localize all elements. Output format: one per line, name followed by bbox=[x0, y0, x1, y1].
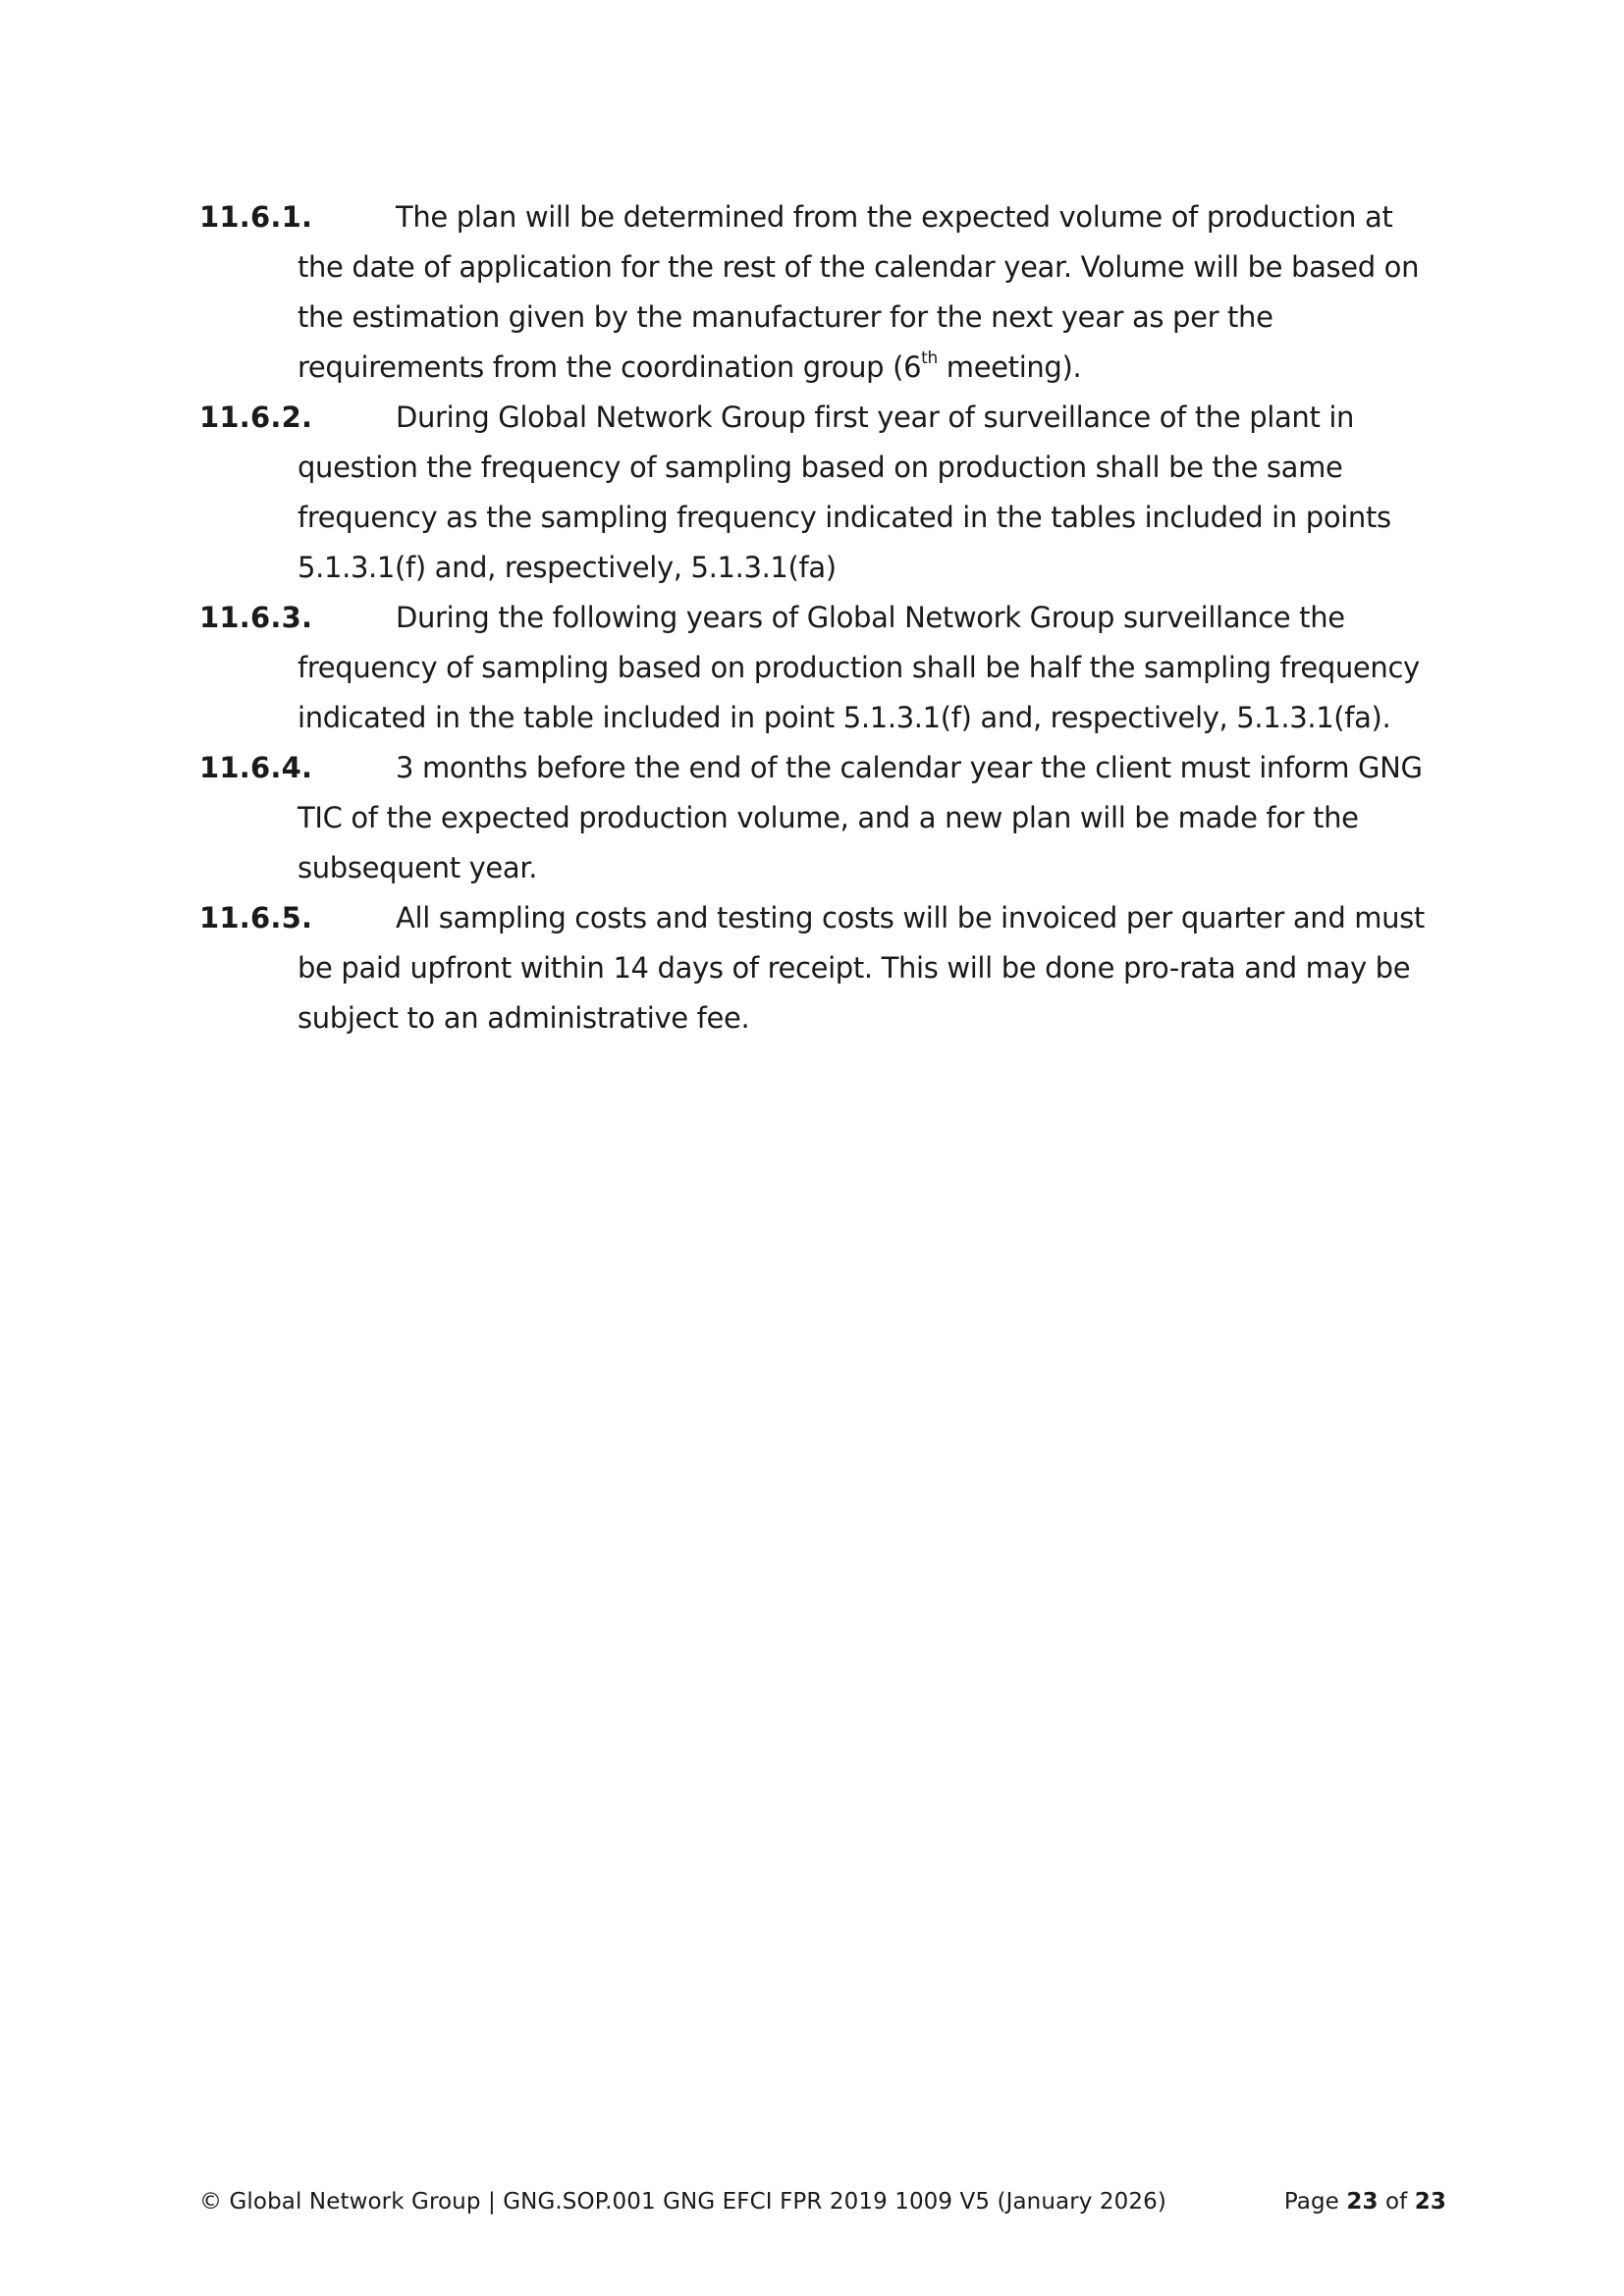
clause-text: All sampling costs and testing costs will be invoiced per quarter and must be paid upfront within 14 days of receipt. This will be done pro-rata and may be subject to an administrative fee. bbox=[298, 901, 1425, 1035]
clause-number: 11.6.5. bbox=[199, 901, 313, 934]
clause-text-part: The plan will be determined from the expected volume of production at the date of application for the rest of the calendar year. Volume will be based on the estimation given by the manufacturer for the next year as per the requirements from the coordination group (6 bbox=[298, 200, 1420, 384]
clause-11-6-4 bbox=[199, 743, 1446, 893]
page-current: 23 bbox=[1346, 2189, 1379, 2215]
clause-11-6-5 bbox=[199, 893, 1446, 1043]
page-footer bbox=[199, 2189, 1446, 2215]
clause-number: 11.6.1. bbox=[199, 200, 313, 234]
document-body bbox=[199, 192, 1446, 1043]
clause-text: During Global Network Group first year of surveillance of the plant in question the frequency of sampling based on production shall be the same frequency as the sampling frequency indicated in the tables included in points 5.1.3.1(f) and, respectively, 5.1.3.1(fa) bbox=[298, 400, 1391, 584]
page-number bbox=[1284, 2189, 1446, 2215]
clause-number: 11.6.4. bbox=[199, 751, 313, 784]
footer-copyright: © Global Network Group | GNG.SOP.001 GNG EFCI FPR 2019 1009 V5 (January 2026) bbox=[199, 2189, 1166, 2215]
page-total: 23 bbox=[1414, 2189, 1446, 2215]
clause-text: During the following years of Global Network Group surveillance the frequency of sampling based on production shall be half the sampling frequency indicated in the table included in point 5.1.3.1(f) and, respectively, 5.1.3.1(fa). bbox=[298, 601, 1420, 734]
superscript: th bbox=[921, 348, 938, 369]
clause-11-6-2 bbox=[199, 393, 1446, 593]
clause-text bbox=[298, 192, 1446, 393]
clause-11-6-3 bbox=[199, 593, 1446, 743]
clause-text-part: meeting). bbox=[937, 350, 1082, 384]
clause-text: 3 months before the end of the calendar year the client must inform GNG TIC of the expected production volume, and a new plan will be made for the subsequent year. bbox=[298, 751, 1423, 884]
clause-number: 11.6.2. bbox=[199, 400, 313, 434]
page-of: of bbox=[1384, 2189, 1408, 2215]
page-label: Page bbox=[1283, 2189, 1339, 2215]
clause-11-6-1 bbox=[199, 192, 1446, 393]
clause-number: 11.6.3. bbox=[199, 601, 313, 634]
